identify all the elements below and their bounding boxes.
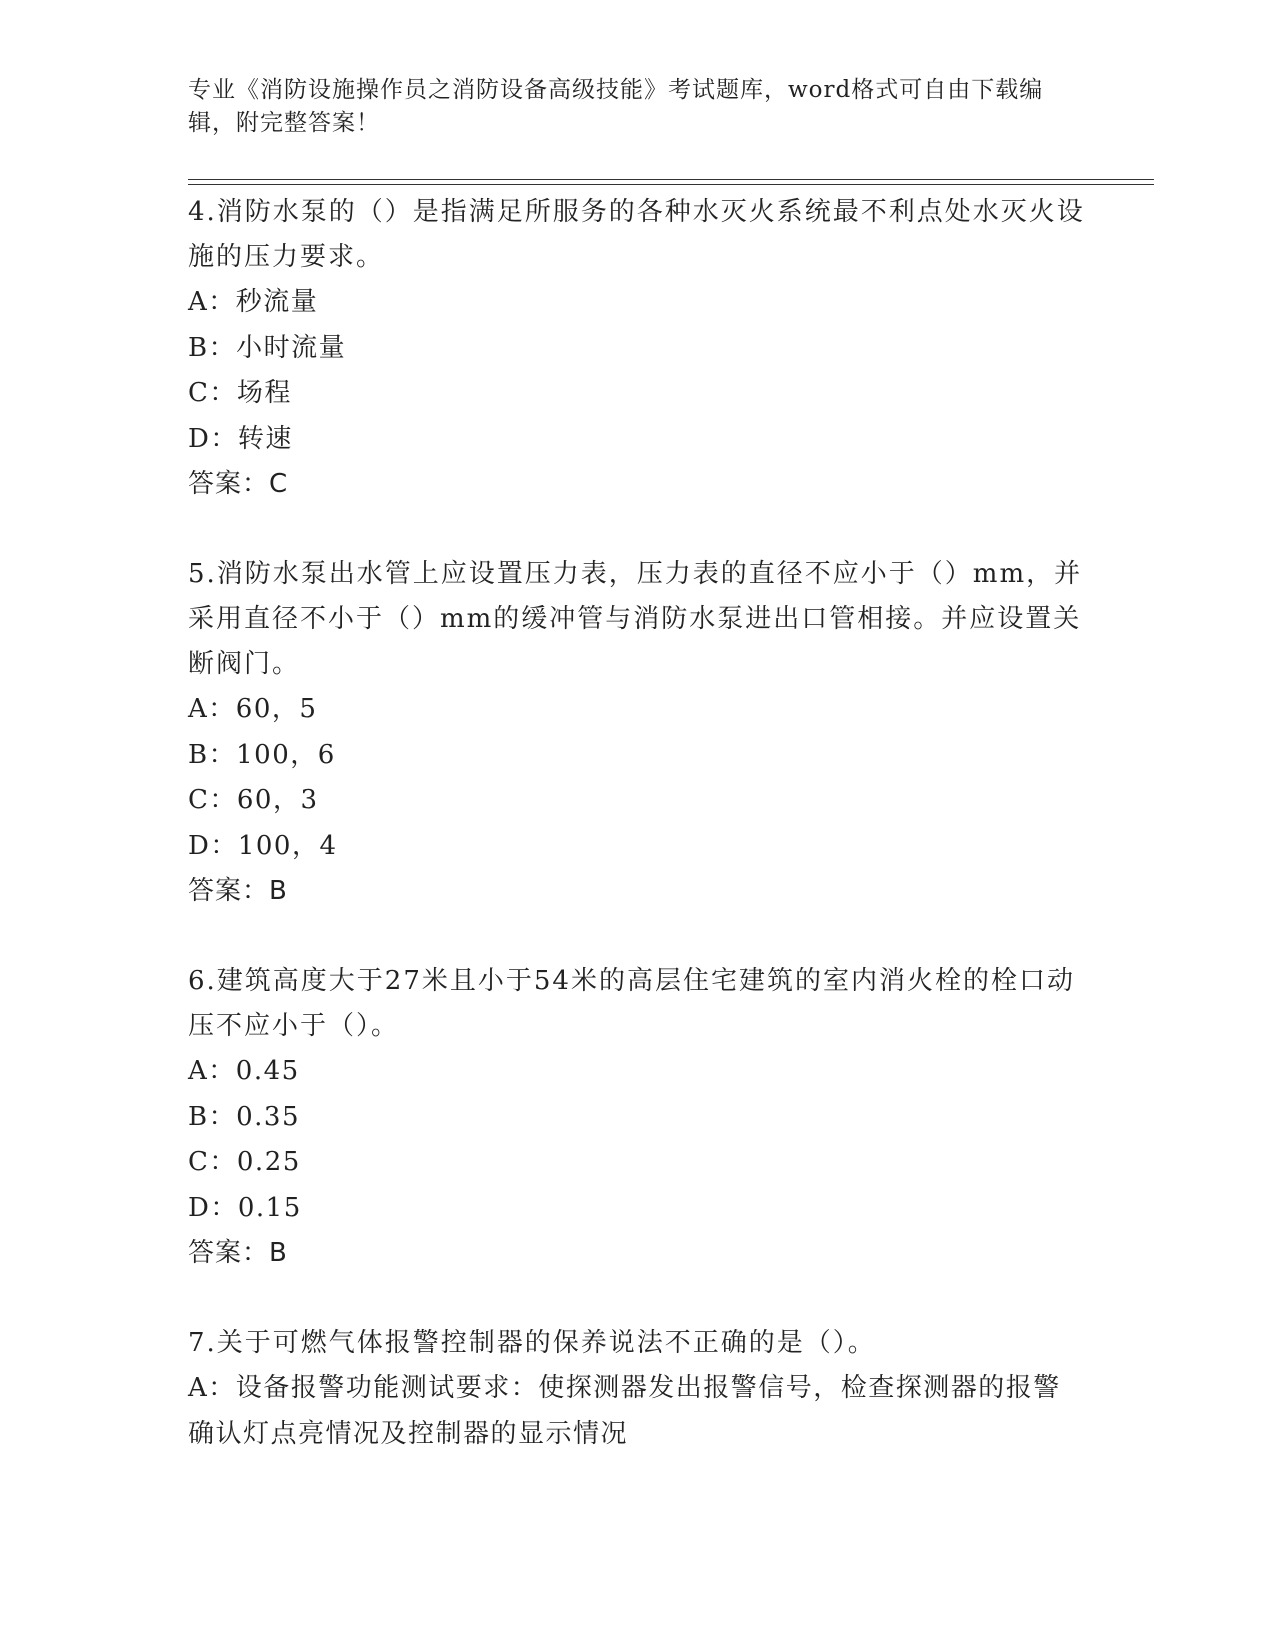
option-d: D：100，4 bbox=[188, 830, 338, 861]
option-a: A：秒流量 bbox=[188, 287, 319, 317]
header-divider-top bbox=[188, 179, 1154, 180]
question-list bbox=[188, 190, 1088, 1457]
header-note: 专业《消防设施操作员之消防设备高级技能》考试题库，word格式可自由下载编辑，附完整答案！ bbox=[188, 77, 1044, 136]
option-a: A：60，5 bbox=[188, 694, 318, 724]
question-spacer bbox=[188, 1276, 1088, 1321]
option-a: A：0.45 bbox=[188, 1056, 300, 1086]
answer-line: 答案：C bbox=[188, 469, 289, 499]
option-b: B：0.35 bbox=[188, 1101, 300, 1132]
question-4 bbox=[188, 190, 1088, 507]
option-a: A：设备报警功能测试要求：使探测器发出报警信号，检查探测器的报警确认灯点亮情况及控制器的显示情况 bbox=[188, 1373, 1061, 1449]
option-b: B：100，6 bbox=[188, 739, 336, 770]
question-5 bbox=[188, 552, 1088, 914]
option-c: C：60，3 bbox=[188, 785, 319, 815]
question-stem: 4.消防水泵的（）是指满足所服务的各种水灭火系统最不利点处水灭火设施的压力要求。 bbox=[188, 197, 1085, 272]
option-c: C：场程 bbox=[188, 378, 292, 408]
option-d: D：0.15 bbox=[188, 1192, 302, 1223]
question-6 bbox=[188, 959, 1088, 1276]
question-stem: 7.关于可燃气体报警控制器的保养说法不正确的是（）。 bbox=[188, 1328, 876, 1358]
question-7 bbox=[188, 1321, 1088, 1457]
option-d: D：转速 bbox=[188, 423, 293, 454]
header-divider-bottom bbox=[188, 184, 1154, 185]
question-spacer bbox=[188, 507, 1088, 552]
option-c: C：0.25 bbox=[188, 1147, 301, 1177]
answer-line: 答案：B bbox=[188, 876, 288, 906]
option-b: B：小时流量 bbox=[188, 332, 347, 363]
question-stem: 6.建筑高度大于27米且小于54米的高层住宅建筑的室内消火栓的栓口动压不应小于（）。 bbox=[188, 966, 1075, 1041]
question-stem: 5.消防水泵出水管上应设置压力表，压力表的直径不应小于（）mm，并采用直径不小于（）mm的缓冲管与消防水泵进出口管相接。并应设置关断阀门。 bbox=[188, 559, 1083, 679]
question-spacer bbox=[188, 914, 1088, 959]
answer-line: 答案：B bbox=[188, 1238, 288, 1268]
